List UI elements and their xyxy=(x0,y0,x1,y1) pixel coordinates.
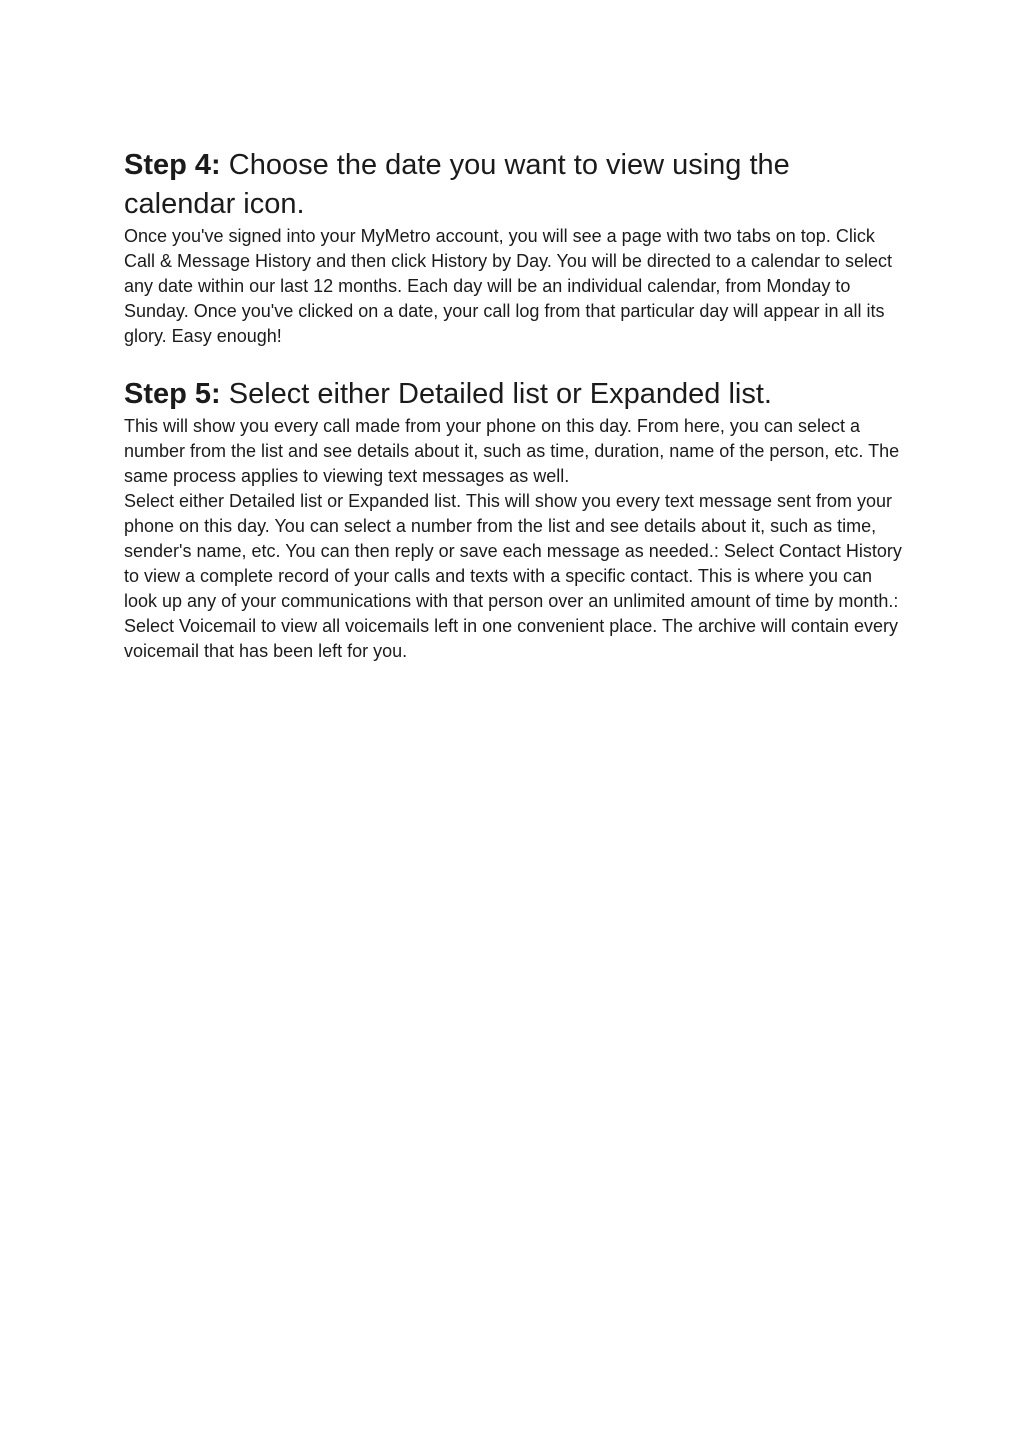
section-spacer xyxy=(124,349,904,375)
step-5-title: Select either Detailed list or Expanded list. xyxy=(228,378,772,410)
step-5-paragraph-texts: Select either Detailed list or Expanded list. This will show you every text message sent from your phone on this day. You can select a number from the list and see details about it, such as time, sender's name, etc. You can then reply or save each message as needed.: Select Contact History to view a complete record of your calls and texts with a specific contact. This is where you can look up any of your communications with that person over an unlimited amount of time by month.: Select Voicemail to view all voicemails left in one convenient place. The archive will contain every voicemail that has been left for you. xyxy=(124,491,902,661)
step-4-label: Step 4: xyxy=(124,149,221,181)
step-4-heading xyxy=(124,146,904,224)
step-4-title: Choose the date you want to view using the calendar icon. xyxy=(124,149,790,220)
step-4-paragraph: Once you've signed into your MyMetro account, you will see a page with two tabs on top. Click Call & Message History and then click History by Day. You will be directed to a calendar to select any date within our last 12 months. Each day will be an individual calendar, from Monday to Sunday. Once you've clicked on a date, your call log from that particular day will appear in all its glory. Easy enough! xyxy=(124,226,893,346)
step-5-heading xyxy=(124,375,904,414)
step-5-section xyxy=(124,375,904,664)
step-4-section xyxy=(124,146,904,349)
step-5-paragraph-calls: This will show you every call made from your phone on this day. From here, you can select a number from the list and see details about it, such as time, duration, name of the person, etc. The same process applies to viewing text messages as well. xyxy=(124,416,900,486)
document-page xyxy=(124,146,904,664)
step-5-label: Step 5: xyxy=(124,378,221,410)
